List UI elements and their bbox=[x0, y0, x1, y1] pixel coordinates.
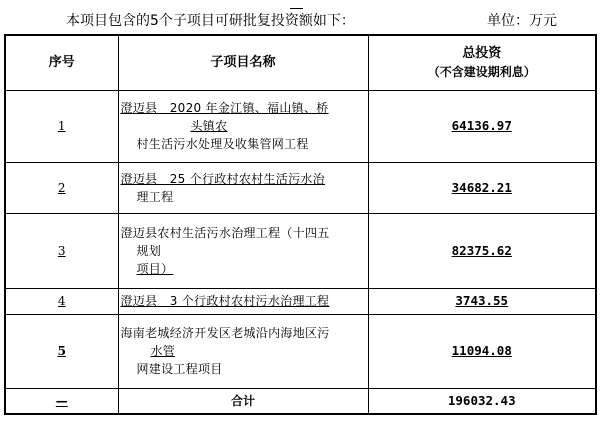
row-seq: 5 bbox=[57, 344, 66, 358]
table-row bbox=[5, 162, 596, 213]
header-investment-note: （不含建设期利息） bbox=[427, 64, 536, 79]
investment-table bbox=[4, 34, 597, 415]
total-seq: — bbox=[55, 393, 68, 408]
row-value: 34682.21 bbox=[451, 179, 512, 195]
intro-text: 本项目包含的5个子项目可研批复投资额如下： bbox=[66, 13, 355, 29]
row-name-line: 规划 bbox=[136, 243, 162, 258]
row-name-line: 澄迈县农村生活污水治理工程（十四五 bbox=[120, 225, 330, 240]
row-name bbox=[118, 213, 368, 288]
table-row bbox=[5, 90, 596, 162]
row-name-line: 村生活污水处理及收集管网工程 bbox=[136, 137, 309, 151]
row-name-line: 理工程 bbox=[136, 189, 174, 204]
row-name-line: 项目） bbox=[136, 261, 174, 276]
table-header-row bbox=[5, 35, 596, 90]
header-investment bbox=[368, 35, 596, 90]
unit-label: 单位：万元 bbox=[487, 13, 557, 29]
row-name-line: 海南老城经济开发区老城沿内海地区污 bbox=[120, 326, 330, 340]
row-name-line: 澄迈县 2020 年金江镇、福山镇、桥 bbox=[120, 101, 329, 115]
table-row bbox=[5, 288, 596, 314]
row-name bbox=[118, 90, 368, 162]
header-seq: 序号 bbox=[5, 35, 118, 90]
row-name bbox=[118, 288, 368, 314]
row-name-line: 水管 bbox=[150, 344, 176, 358]
total-value: 196032.43 bbox=[447, 392, 516, 408]
table-row bbox=[5, 213, 596, 288]
row-name-line: 网建设工程项目 bbox=[136, 362, 223, 376]
top-mark bbox=[290, 8, 303, 9]
row-name-line: 澄迈县 25 个行政村农村生活污水治 bbox=[120, 171, 325, 186]
row-name-line: 澄迈县 3 个行政村农村污水治理工程 bbox=[120, 294, 330, 308]
row-value: 82375.62 bbox=[451, 242, 512, 258]
row-name bbox=[118, 162, 368, 213]
total-label: 合计 bbox=[118, 388, 368, 414]
header-name: 子项目名称 bbox=[118, 35, 368, 90]
row-value: 3743.55 bbox=[455, 293, 509, 308]
table-total-row bbox=[5, 388, 596, 414]
table-row bbox=[5, 314, 596, 388]
row-value: 64136.97 bbox=[451, 118, 512, 133]
row-seq: 3 bbox=[57, 243, 66, 258]
row-seq: 4 bbox=[57, 294, 66, 308]
row-seq: 1 bbox=[57, 119, 66, 133]
row-name-line: 头镇农 bbox=[190, 119, 228, 133]
row-name bbox=[118, 314, 368, 388]
header-investment-label: 总投资 bbox=[462, 45, 502, 61]
row-seq: 2 bbox=[57, 180, 66, 195]
row-value: 11094.08 bbox=[451, 343, 512, 358]
